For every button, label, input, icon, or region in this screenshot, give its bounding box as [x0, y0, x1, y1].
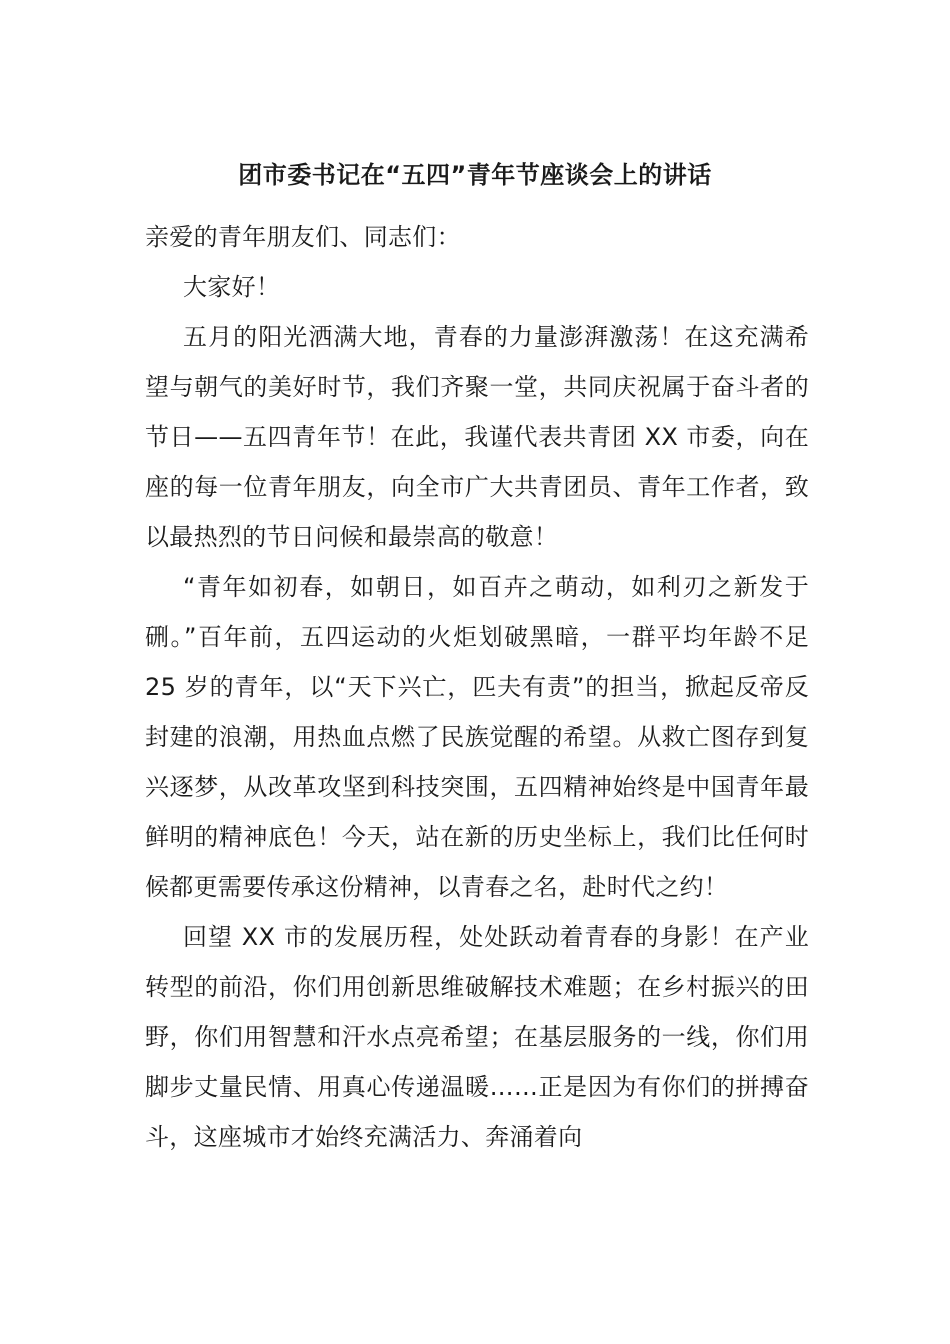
salutation: 亲爱的青年朋友们、同志们：	[145, 223, 461, 251]
document-title: 团市委书记在“五四”青年节座谈会上的讲话	[238, 161, 712, 189]
paragraph-3: 回望 XX 市的发展历程，处处跃动着青春的身影！在产业转型的前沿，你们用创新思维破解技术难题；在乡村振兴的田野，你们用智慧和汗水点亮希望；在基层服务的一线，你们用脚步丈量民情、用真心传递温暖……正是因为有你们的拼搏奋斗，这座城市才始终充满活力、奔涌着向	[145, 923, 809, 1151]
document-body	[145, 212, 809, 1162]
greeting: 大家好！	[183, 273, 281, 301]
paragraph-1: 五月的阳光洒满大地，青春的力量澎湃激荡！在这充满希望与朝气的美好时节，我们齐聚一堂，共同庆祝属于奋斗者的节日——五四青年节！在此，我谨代表共青团 XX 市委，向在座的每一位青年朋友，向全市广大共青团员、青年工作者，致以最热烈的节日问候和最崇高的敬意！	[145, 323, 809, 551]
paragraph-2: “青年如初春，如朝日，如百卉之萌动，如利刃之新发于硎。”百年前，五四运动的火炬划破黑暗，一群平均年龄不足 25 岁的青年，以“天下兴亡，匹夫有责”的担当，掀起反帝反封建的浪潮，用热血点燃了民族觉醒的希望。从救亡图存到复兴逐梦，从改革攻坚到科技突围，五四精神始终是中国青年最鲜明的精神底色！今天，站在新的历史坐标上，我们比任何时候都更需要传承这份精神，以青春之名，赴时代之约！	[145, 573, 809, 901]
